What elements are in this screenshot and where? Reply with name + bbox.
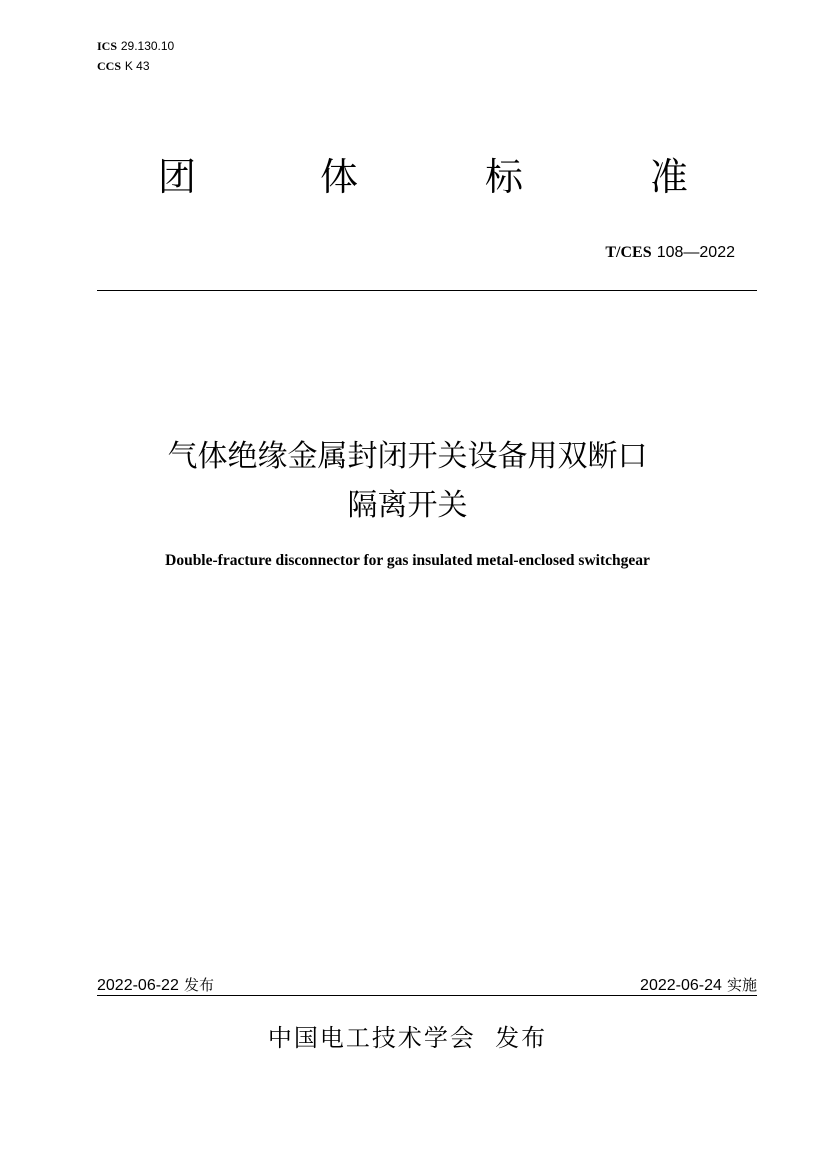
header-divider	[97, 290, 757, 291]
ccs-value: K 43	[124, 59, 150, 73]
ccs-code	[97, 56, 174, 76]
title-chinese-line-1: 气体绝缘金属封闭开关设备用双断口	[167, 439, 648, 474]
heading-char-1: 团	[158, 155, 197, 199]
ics-value: 29.130.10	[120, 39, 175, 53]
ccs-label: CCS	[97, 59, 122, 73]
heading-char-2: 体	[320, 155, 359, 199]
implement-word: 实施	[726, 976, 757, 994]
heading-char-4: 准	[650, 155, 689, 199]
heading-char-3: 标	[485, 155, 524, 199]
footer-divider	[97, 995, 757, 996]
document-type-heading	[0, 146, 815, 202]
publisher: 中国电工技术学会 发布	[267, 1024, 548, 1052]
classification-codes	[97, 36, 174, 76]
standard-prefix: T/CES	[605, 244, 652, 261]
publish-word: 发布	[183, 976, 214, 994]
standard-number-value: 108—2022	[656, 244, 735, 261]
title-chinese-line-2: 隔离开关	[347, 488, 468, 523]
publish-date: 2022-06-22	[97, 977, 179, 994]
ics-label: ICS	[97, 39, 118, 53]
ics-code	[97, 36, 174, 56]
implement-date-block	[640, 974, 757, 995]
standard-number	[605, 242, 735, 262]
publish-date-block	[97, 974, 214, 995]
title-english: Double-fracture disconnector for gas insulated metal-enclosed switchgear	[165, 552, 650, 569]
implement-date: 2022-06-24	[640, 977, 722, 994]
